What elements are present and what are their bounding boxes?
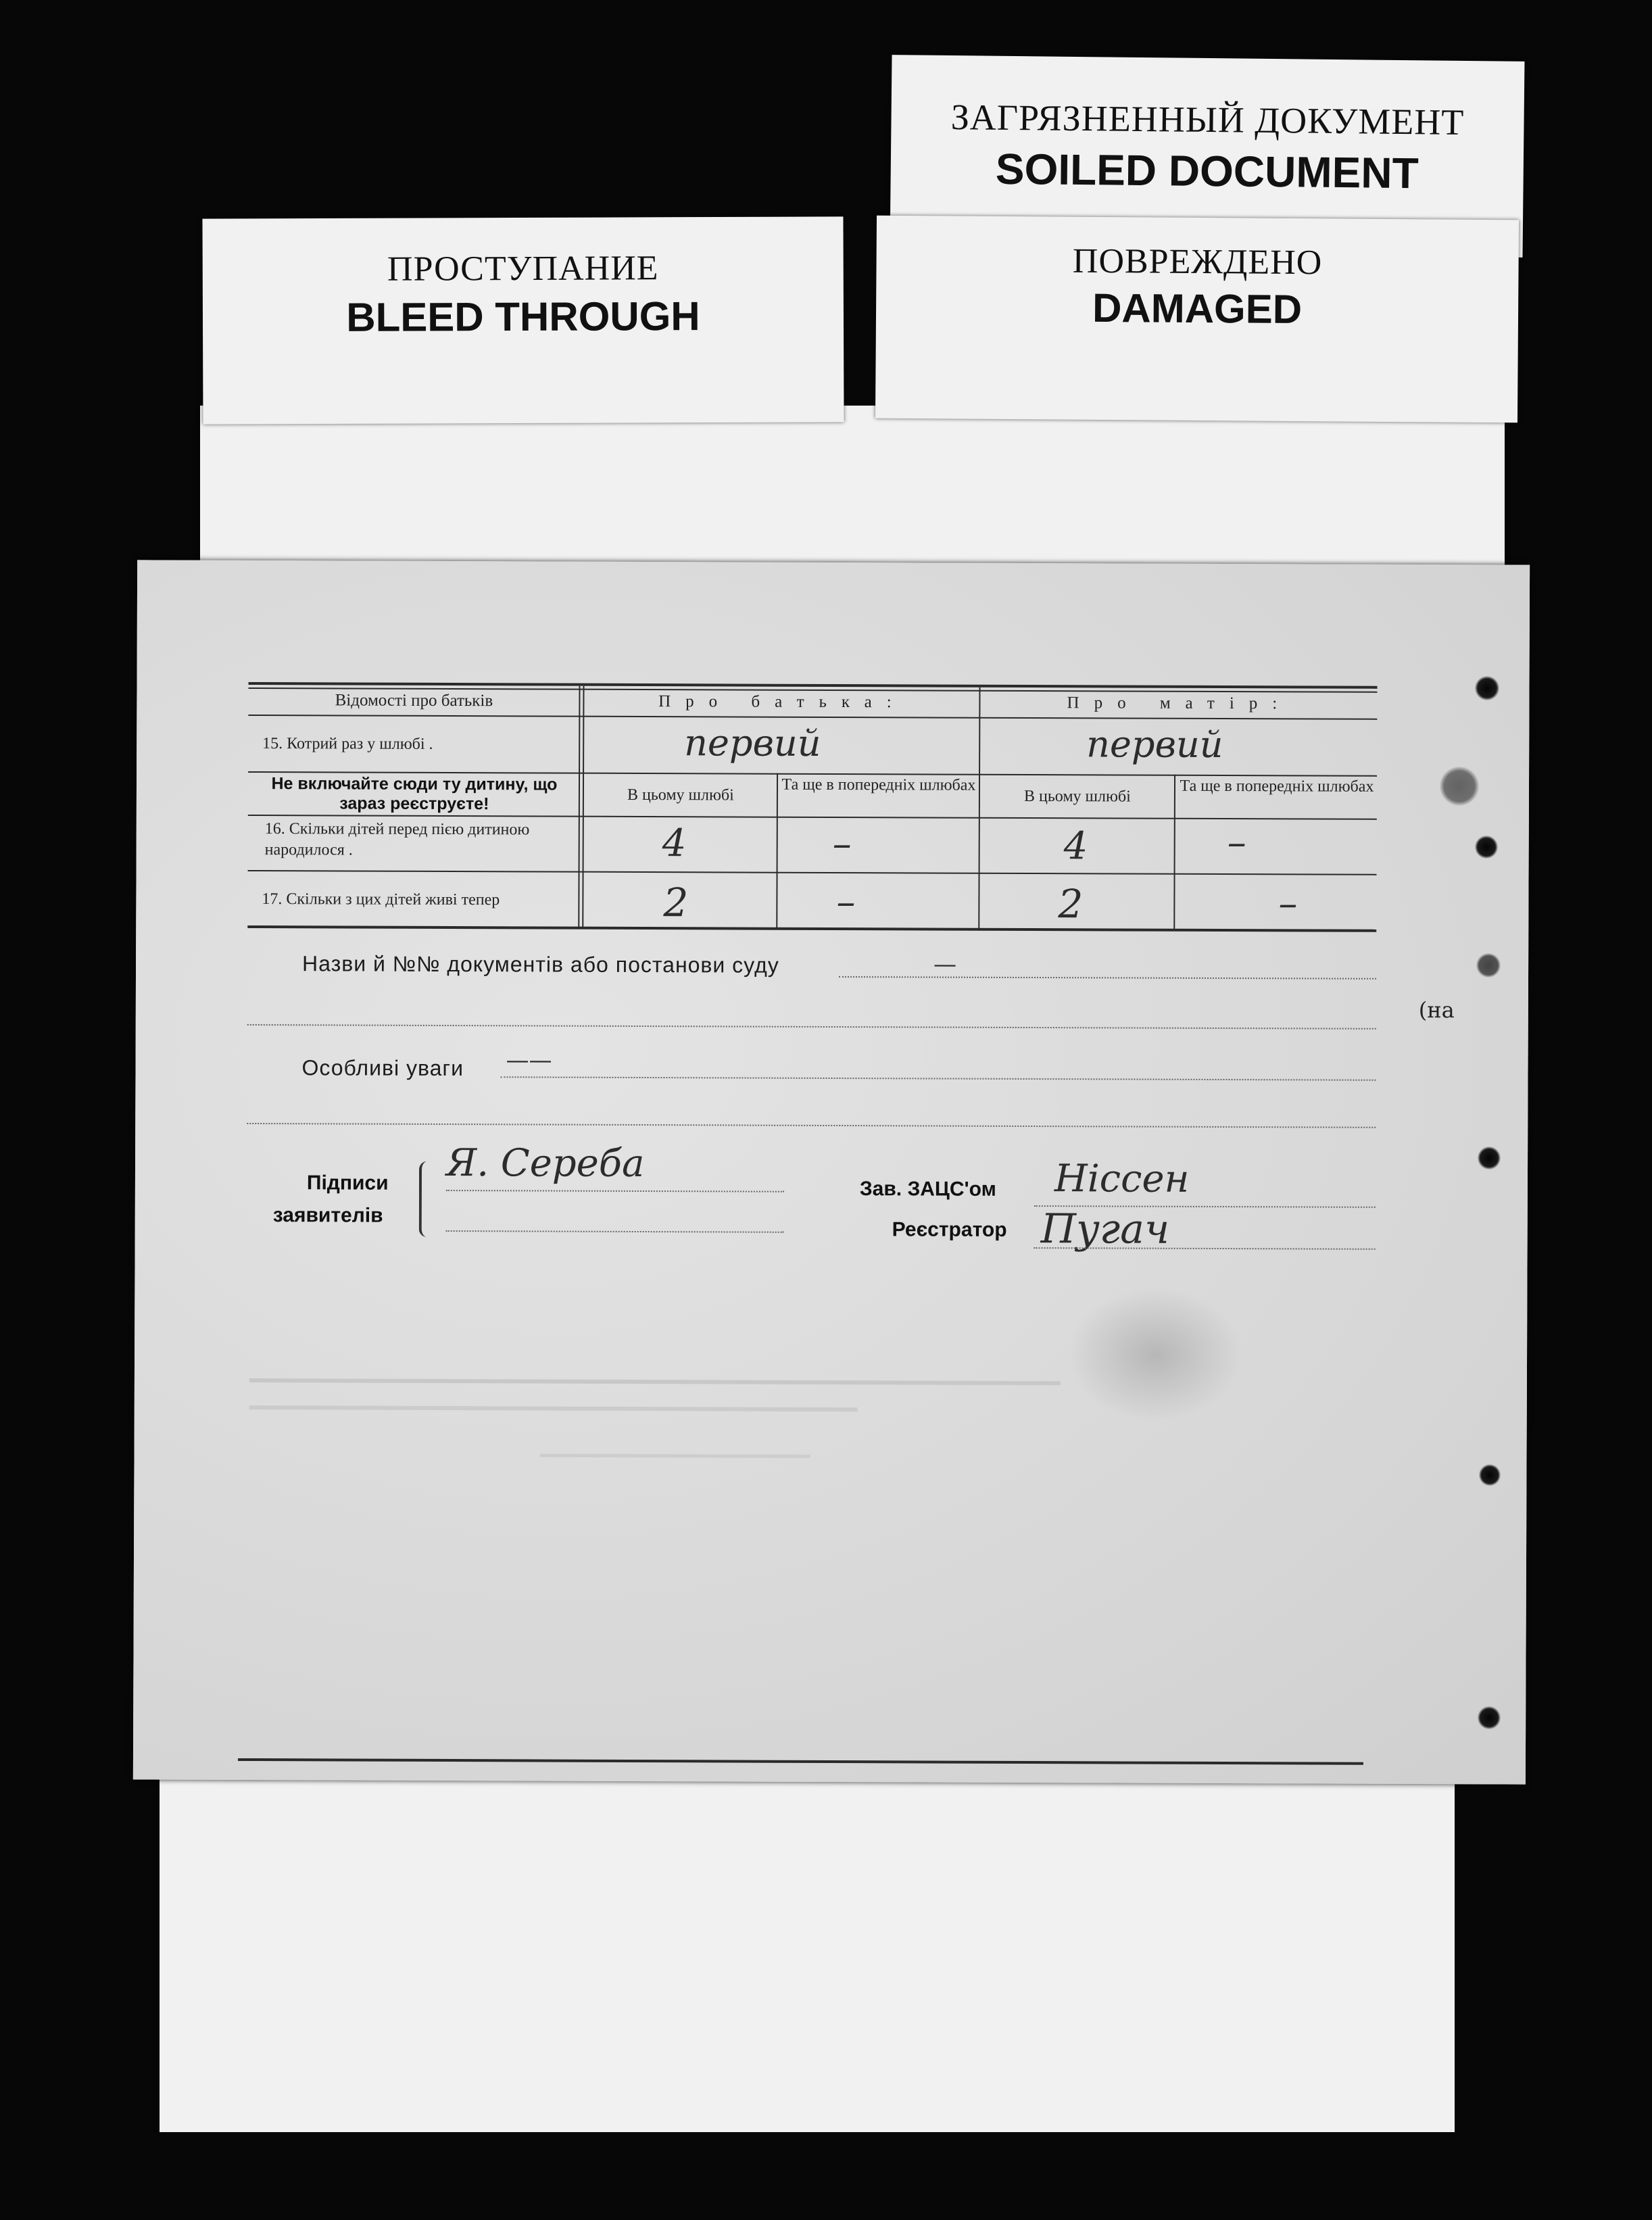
applicant-sig-line-2 <box>446 1230 784 1233</box>
row16-label: 16. Скільки дітей перед пією дитиною народилося . <box>264 820 530 859</box>
soiled-label-en: SOILED DOCUMENT <box>995 144 1419 198</box>
margin-note: (на <box>1418 997 1455 1023</box>
punch-hole <box>1440 767 1479 806</box>
punch-hole <box>1478 1706 1501 1729</box>
applicants-brace <box>419 1161 431 1237</box>
row16-father-this: 4 <box>662 821 687 866</box>
punch-hole <box>1478 1147 1501 1169</box>
row-divider <box>248 715 1377 720</box>
bleed-label-ru: ПРОСТУПАНИЕ <box>387 249 659 289</box>
registrar-label: Реєстратор <box>892 1218 1007 1241</box>
row16-mother-this: 4 <box>1063 824 1088 869</box>
bleed-label-en: BLEED THROUGH <box>346 293 700 340</box>
row17-label: 17. Скільки з цих дітей живі тепер <box>262 890 500 909</box>
bleed-through-text-3 <box>540 1453 810 1457</box>
father-previous-marriages-header: Та ще в попередніх шлюбах <box>781 775 976 794</box>
row15-mother-value: первий <box>1086 723 1223 767</box>
documents-value: — <box>933 950 957 978</box>
damaged-label-en: DAMAGED <box>1092 285 1303 333</box>
header-mother: Про матір: <box>1067 694 1292 713</box>
mother-this-marriage-header: В цьому шлюбі <box>1023 787 1131 806</box>
bleed-through-card <box>202 216 844 424</box>
documents-dotted-line <box>839 976 1376 980</box>
soiled-label-ru: ЗАГРЯЗНЕННЫЙ ДОКУМЕНТ <box>950 97 1465 143</box>
registrar-signature: Пугач <box>1040 1205 1170 1253</box>
punch-hole <box>1475 836 1498 859</box>
header-father: Про батька: <box>658 692 906 712</box>
sheet-bottom-rule <box>238 1758 1363 1765</box>
bleed-through-text-2 <box>249 1405 858 1411</box>
col-divider <box>776 773 778 929</box>
documents-label: Назви й №№ документів або постанови суду <box>302 951 779 978</box>
applicant-signature: Я. Сереба <box>445 1141 645 1186</box>
row-divider <box>248 870 1377 875</box>
applicants-label-2: заявителів <box>272 1204 383 1227</box>
damaged-label-ru: ПОВРЕЖДЕНО <box>1072 241 1323 283</box>
applicant-sig-line-1 <box>446 1190 784 1192</box>
row16-father-prev: – <box>832 822 852 867</box>
row15-father-value: первий <box>684 721 821 765</box>
damaged-card <box>875 216 1519 423</box>
head-of-registry-label: Зав. ЗАЦС'ом <box>859 1178 996 1201</box>
blank-backing-card <box>200 406 1505 581</box>
col-divider <box>978 687 980 930</box>
bleed-through-smudge <box>1067 1286 1244 1422</box>
remarks-value: —— <box>506 1046 552 1074</box>
bottom-backing-card <box>160 1758 1455 2132</box>
row17-mother-prev: – <box>1278 882 1298 926</box>
punch-hole <box>1476 953 1501 978</box>
col-divider <box>582 686 584 928</box>
row16-mother-prev: – <box>1227 821 1246 865</box>
mother-previous-marriages-header: Та ще в попередніх шлюбах <box>1180 777 1374 796</box>
documents-dotted-line-2 <box>247 1024 1376 1030</box>
row17-father-prev: – <box>836 880 856 925</box>
remarks-dotted-line-2 <box>247 1123 1376 1128</box>
remarks-dotted-line <box>500 1076 1376 1081</box>
do-not-include-note: Не включайте сюди ту дитину, що зараз реєструєте! <box>271 774 558 814</box>
registration-form-sheet <box>133 560 1530 1784</box>
head-signature: Ніссен <box>1054 1157 1190 1201</box>
punch-hole <box>1475 676 1499 700</box>
col-divider <box>1173 775 1175 930</box>
table-bottom-rule <box>247 925 1376 932</box>
remarks-label: Особливі уваги <box>301 1055 464 1081</box>
applicants-signatures-label: Підписи <box>306 1172 389 1195</box>
header-parents-info: Відомості про батьків <box>335 691 493 710</box>
row15-label: 15. Котрий раз у шлюбі . <box>262 735 433 753</box>
row17-mother-this: 2 <box>1058 881 1084 927</box>
father-this-marriage-header: В цьому шлюбі <box>627 786 734 804</box>
bleed-through-text-1 <box>249 1378 1061 1385</box>
row17-father-this: 2 <box>663 879 689 926</box>
punch-hole <box>1479 1464 1501 1486</box>
